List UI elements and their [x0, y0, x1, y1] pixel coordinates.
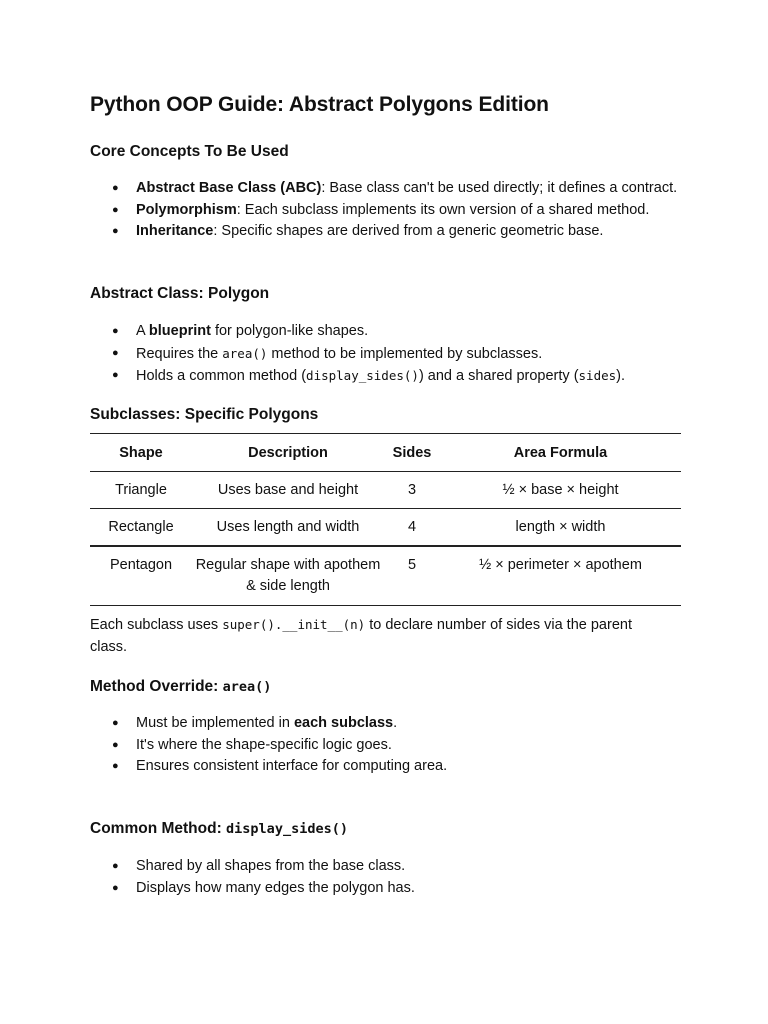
method-override-list [112, 713, 682, 778]
table-cell: Pentagon [90, 546, 192, 606]
column-header: Description [192, 434, 384, 472]
column-header: Shape [90, 434, 192, 472]
polygon-table [90, 433, 681, 606]
list-item: ● Abstract Base Class (ABC): Base class can't be used directly; it defines a contract. [112, 178, 682, 200]
common-method-list [112, 856, 682, 899]
list-item: ● Must be implemented in each subclass. [112, 713, 682, 735]
list-item: ● Polymorphism: Each subclass implements its own version of a shared method. [112, 200, 682, 222]
core-concepts-heading: Core Concepts To Be Used [90, 143, 289, 160]
table-cell: Rectangle [90, 509, 192, 547]
core-concepts-list [112, 178, 682, 243]
table-cell: Uses length and width [192, 509, 384, 547]
list-item: ● Displays how many edges the polygon has. [112, 878, 682, 900]
table-cell: Regular shape with apothem & side length [192, 546, 384, 606]
column-header: Area Formula [440, 434, 681, 472]
table-header-row [90, 434, 681, 472]
table-cell: Uses base and height [192, 472, 384, 509]
abstract-class-heading: Abstract Class: Polygon [90, 285, 270, 302]
abstract-class-list [112, 321, 682, 388]
table-cell: ½ × base × height [440, 472, 681, 509]
page-title: Python OOP Guide: Abstract Polygons Edition [90, 93, 549, 116]
list-item: ● Holds a common method (display_sides()) and a shared property (sides). [112, 365, 682, 388]
list-item: ● A blueprint for polygon-like shapes. [112, 321, 682, 343]
table-cell: 4 [384, 509, 440, 547]
table-cell: length × width [440, 509, 681, 547]
table-cell: Triangle [90, 472, 192, 509]
subclass-note: Each subclass uses super().__init__(n) to declare number of sides via the parent class. [90, 617, 632, 655]
list-item: ● Inheritance: Specific shapes are derived from a generic geometric base. [112, 221, 682, 243]
list-item: ● Requires the area() method to be implemented by subclasses. [112, 343, 682, 366]
list-item: ● Shared by all shapes from the base class. [112, 856, 682, 878]
list-item: ● Ensures consistent interface for computing area. [112, 756, 682, 778]
method-override-heading: Method Override: area() [90, 678, 272, 695]
table-cell: 3 [384, 472, 440, 509]
table-row [90, 472, 681, 509]
subclasses-heading: Subclasses: Specific Polygons [90, 406, 319, 423]
table-row [90, 509, 681, 547]
table-row [90, 546, 681, 606]
table-cell: ½ × perimeter × apothem [440, 546, 681, 606]
column-header: Sides [384, 434, 440, 472]
common-method-heading: Common Method: display_sides() [90, 820, 348, 837]
table-cell: 5 [384, 546, 440, 606]
list-item: ● It's where the shape-specific logic goes. [112, 735, 682, 757]
